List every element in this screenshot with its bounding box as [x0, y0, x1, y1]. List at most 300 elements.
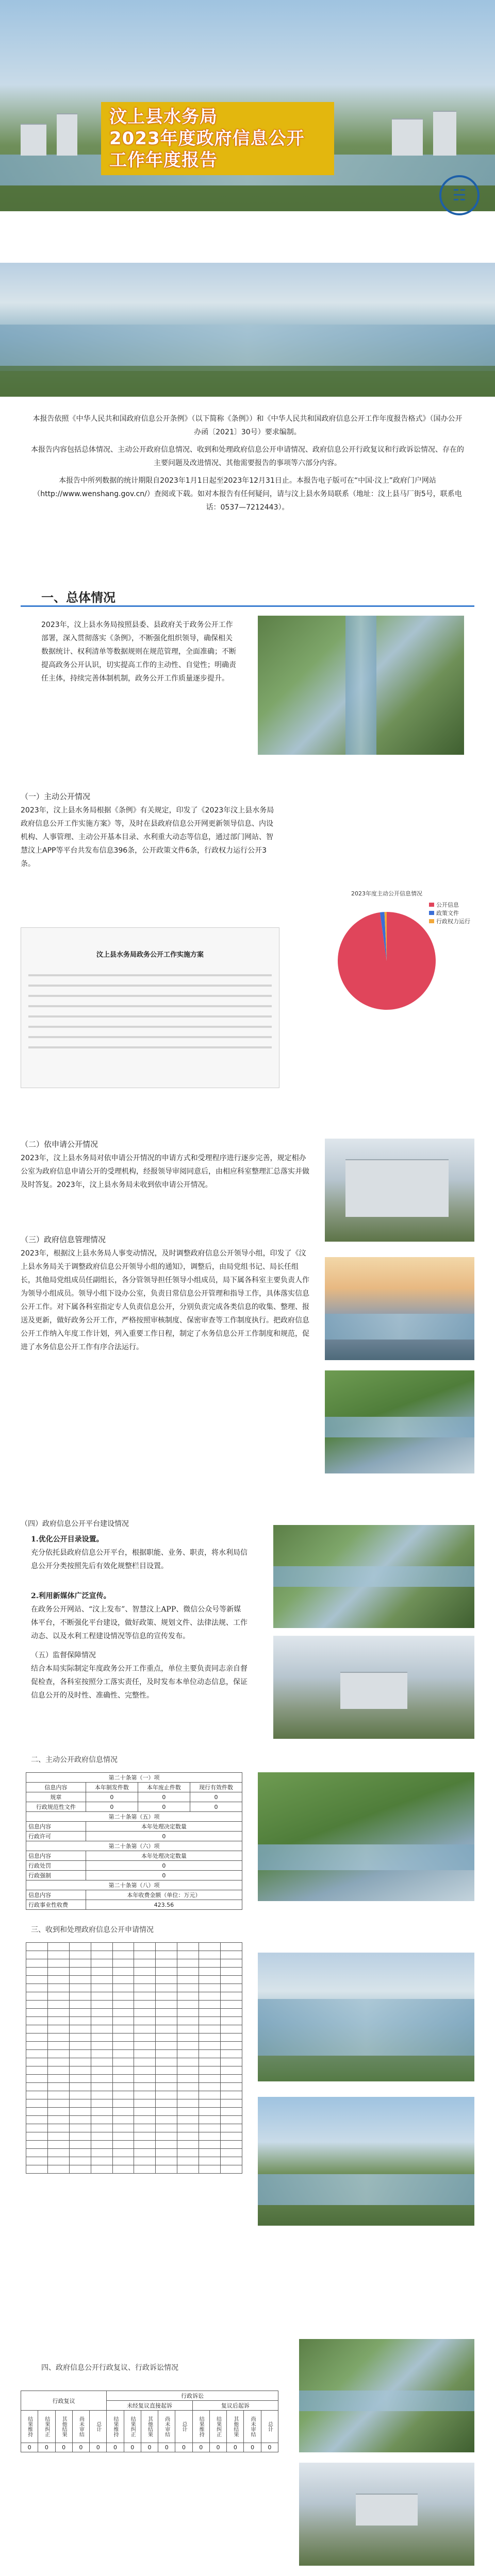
table-cell	[26, 1943, 48, 1951]
table-row	[26, 1861, 242, 1871]
table-cell	[112, 2058, 134, 2066]
table-cell	[134, 2042, 156, 2050]
table-row	[26, 1951, 242, 1959]
table-cell	[156, 2058, 177, 2066]
table-cell: 0	[209, 2443, 226, 2452]
platform-title: （四）政府信息公开平台建设情况	[21, 1520, 129, 1528]
table-cell	[177, 2001, 199, 2009]
table-row	[26, 1880, 242, 1890]
table-cell	[221, 2124, 242, 2132]
table-cell	[112, 2050, 134, 2058]
table-cell	[26, 2091, 48, 2099]
table-cell	[199, 2165, 221, 2174]
table-cell	[112, 2017, 134, 2025]
table-row	[26, 2099, 242, 2108]
table-cell	[156, 2042, 177, 2050]
pie-legend-swatch-2	[429, 911, 434, 915]
table-cell	[91, 2149, 112, 2157]
table-cell	[26, 2165, 48, 2174]
table-cell	[112, 2149, 134, 2157]
table-cell	[134, 1959, 156, 1968]
table-row	[26, 1792, 242, 1802]
platform-p1-label: 1.优化公开目录设置。	[31, 1535, 104, 1544]
table-cell: 行政强制	[26, 1871, 86, 1880]
water-bureau-logo-icon: ☵	[439, 175, 480, 215]
table-cell	[221, 2108, 242, 2116]
table-cell	[134, 2149, 156, 2157]
table-row	[26, 2157, 242, 2165]
table-row	[26, 1812, 242, 1822]
table-cell	[177, 2025, 199, 2033]
table-header-cell: 结果纠正	[124, 2411, 141, 2443]
table-header-cell: 其他结果	[55, 2411, 72, 2443]
table-cell	[26, 2025, 48, 2033]
table-cell	[47, 2141, 69, 2149]
table-cell	[177, 2050, 199, 2058]
table-cell: 信息内容	[26, 1890, 86, 1900]
table-cell: 0	[86, 1861, 242, 1871]
table-cell	[69, 2033, 91, 2042]
table-cell: 0	[86, 1802, 138, 1812]
table-cell	[26, 2058, 48, 2066]
table-cell	[91, 2099, 112, 2108]
table-cell	[91, 2075, 112, 2083]
table-cell	[26, 2083, 48, 2091]
table-cell	[134, 2124, 156, 2132]
riverbank-sunset-photo	[325, 1257, 474, 1360]
sub3-title: （三）政府信息管理情况	[21, 1235, 106, 1244]
table-header-cell: 尚未审结	[244, 2411, 261, 2443]
proactive-disclosure-table	[26, 1772, 242, 1910]
table-cell	[177, 2108, 199, 2116]
table-row	[26, 1976, 242, 1984]
table-header-cell: 总计	[261, 2411, 278, 2443]
table-cell	[199, 1976, 221, 1984]
table-cell	[47, 2132, 69, 2141]
table-cell	[47, 1959, 69, 1968]
sub1-paragraph: 2023年，汶上县水务局根据《条例》有关规定，印发了《2023年汶上县水务局政府信息公开工作实施方案》等，及时在县政府信息公开网更新领导信息、内设机构、人事管理、主动公开基本目录、水利重大动态等信息，通过部门网站、智慧汶上APP等平台共发布信息396条，公开政策文件6条，行政权力运行公开3条。	[21, 806, 274, 868]
table-cell	[47, 2042, 69, 2050]
table-cell	[177, 2165, 199, 2174]
table-cell	[134, 2017, 156, 2025]
table-row	[26, 1822, 242, 1832]
table-cell	[91, 2132, 112, 2141]
table-header-cell: 总计	[175, 2411, 192, 2443]
table-cell	[177, 2141, 199, 2149]
table-cell	[91, 1992, 112, 2001]
table-row	[26, 2132, 242, 2141]
table-cell	[199, 2066, 221, 2075]
intro-paragraph-1: 本报告依照《中华人民共和国政府信息公开条例》（以下简称《条例》）和《中华人民共和国政府信息公开工作年度报告格式》（国办公开办函〔2021〕30号）要求编制。	[32, 415, 463, 436]
title-line-3: 工作年度报告	[109, 150, 218, 171]
table-cell: 0	[261, 2443, 278, 2452]
table-cell	[177, 2033, 199, 2042]
table-cell	[69, 2042, 91, 2050]
table-cell	[91, 2025, 112, 2033]
table-cell	[221, 1968, 242, 1976]
table-cell	[199, 1959, 221, 1968]
table-cell	[112, 1992, 134, 2001]
table-cell	[69, 2075, 91, 2083]
report-title	[101, 102, 334, 175]
table-row	[26, 1851, 242, 1861]
table-cell	[26, 2017, 48, 2025]
table-row	[26, 1773, 242, 1783]
table-cell	[112, 2025, 134, 2033]
table-cell	[156, 2157, 177, 2165]
table-cell	[134, 2091, 156, 2099]
table-cell	[47, 1992, 69, 2001]
sub2-title: （二）依申请公开情况	[21, 1140, 98, 1149]
canal-aerial-photo	[258, 616, 464, 755]
table-cell	[112, 1968, 134, 1976]
table-cell	[47, 2157, 69, 2165]
table-cell	[156, 2124, 177, 2132]
table-cell	[26, 2066, 48, 2075]
table-cell	[199, 2009, 221, 2017]
table-cell	[26, 2099, 48, 2108]
table-cell	[156, 1959, 177, 1968]
table-cell	[69, 2099, 91, 2108]
table-cell	[221, 2042, 242, 2050]
river-greenbelt-photo	[258, 1772, 474, 1901]
table-header-cell: 结果维持	[192, 2411, 209, 2443]
table-cell	[221, 2165, 242, 2174]
table-row	[26, 2042, 242, 2050]
intro-paragraph-2: 本报告内容包括总体情况、主动公开政府信息情况、收到和处理政府信息公开申请情况、政府信息公开行政复议和行政诉讼情况、存在的主要问题及改进情况、其他需要报告的事项等六部分内容。	[31, 446, 464, 467]
table-cell	[91, 2108, 112, 2116]
table-cell: 0	[190, 1792, 242, 1802]
table-header-cell: 其他结果	[227, 2411, 244, 2443]
table-cell	[221, 2157, 242, 2165]
table-cell	[199, 2050, 221, 2058]
table-cell	[134, 2108, 156, 2116]
table-cell	[221, 2141, 242, 2149]
table-row	[26, 1802, 242, 1812]
table-header-cell: 行政诉讼	[107, 2391, 278, 2401]
table-cell	[177, 2091, 199, 2099]
table-cell	[47, 1984, 69, 1992]
table-cell	[221, 1976, 242, 1984]
table-cell	[69, 1951, 91, 1959]
table-row	[26, 2091, 242, 2099]
table-cell	[199, 2058, 221, 2066]
table-cell: 行政规范性文件	[26, 1802, 86, 1812]
table-cell	[47, 2033, 69, 2042]
table-cell	[177, 2132, 199, 2141]
table-cell	[112, 2108, 134, 2116]
table-cell	[199, 2091, 221, 2099]
table-cell	[47, 2108, 69, 2116]
review-litigation-table	[21, 2391, 278, 2452]
table-cell	[199, 1968, 221, 1976]
table-cell	[26, 1959, 48, 1968]
table-cell	[91, 2042, 112, 2050]
table-cell	[156, 2116, 177, 2124]
table-cell	[221, 2132, 242, 2141]
table-row	[26, 2083, 242, 2091]
table-cell	[177, 2075, 199, 2083]
table-cell	[177, 2058, 199, 2066]
table-cell	[199, 2083, 221, 2091]
table-row	[26, 2058, 242, 2066]
table-header-cell: 行政复议	[21, 2391, 107, 2411]
table-row	[26, 2066, 242, 2075]
table-header-cell: 结果纠正	[209, 2411, 226, 2443]
table-cell	[199, 2099, 221, 2108]
table-cell	[69, 2083, 91, 2091]
table-cell	[112, 2132, 134, 2141]
table-cell	[47, 1951, 69, 1959]
table-cell: 0	[72, 2443, 89, 2452]
table-row	[26, 2017, 242, 2025]
table-cell	[221, 2025, 242, 2033]
table-cell	[134, 2058, 156, 2066]
table-cell	[221, 2058, 242, 2066]
table-row	[26, 1871, 242, 1880]
platform-p1: 充分依托县政府信息公开平台，根据职能、业务、职责，将水利局信息公开分类按照先后有效化规整栏目设置。	[31, 1549, 248, 1570]
table-cell	[156, 2075, 177, 2083]
table-cell	[221, 2033, 242, 2042]
table-row	[26, 2141, 242, 2149]
table-cell	[112, 2001, 134, 2009]
table-cell: 第二十条第（一）项	[26, 1773, 242, 1783]
table-cell	[177, 2149, 199, 2157]
table-cell	[112, 2165, 134, 2174]
pie-legend-swatch-1	[429, 903, 434, 907]
table-cell	[69, 1976, 91, 1984]
table-cell	[47, 2001, 69, 2009]
table-cell	[134, 2132, 156, 2141]
table-cell	[26, 2108, 48, 2116]
table-cell	[26, 1992, 48, 2001]
table-header-cell: 复议后起诉	[192, 2401, 278, 2411]
table-cell: 信息内容	[26, 1851, 86, 1861]
table-cell: 本年废止件数	[138, 1783, 190, 1792]
table-cell	[221, 2066, 242, 2075]
sub2-paragraph: 2023年，汶上县水务局对依申请公开情况的申请方式和受理程序进行逐步完善，规定相办公室为政府信息申请公开的受理机构，经报领导审阅同意后，由相应科室整理汇总落实并做及时答复。2023年，汶上县水务局未收到依申请公开情况。	[21, 1154, 309, 1189]
table-cell	[91, 2091, 112, 2099]
table-cell	[156, 2108, 177, 2116]
table-header-cell: 未经复议直接起诉	[107, 2401, 192, 2411]
table-cell	[199, 1992, 221, 2001]
table-cell: 本年制发件数	[86, 1783, 138, 1792]
title-line-1: 汶上县水务局	[109, 107, 218, 127]
table-cell	[47, 2017, 69, 2025]
table-cell	[156, 2091, 177, 2099]
table-cell	[156, 1992, 177, 2001]
table-row	[21, 2391, 278, 2401]
table-cell: 行政事业性收费	[26, 1900, 86, 1910]
table-cell	[134, 2001, 156, 2009]
table-cell	[221, 2149, 242, 2157]
table-cell	[221, 2001, 242, 2009]
table-cell	[199, 2001, 221, 2009]
table-cell	[47, 1943, 69, 1951]
table-cell: 本年处理决定数量	[86, 1851, 242, 1861]
table-cell	[134, 1984, 156, 1992]
table-cell: 第二十条第（八）项	[26, 1880, 242, 1890]
table-cell	[221, 2091, 242, 2099]
table-cell: 0	[55, 2443, 72, 2452]
table-cell: 0	[90, 2443, 107, 2452]
table-cell: 第二十条第（六）项	[26, 1841, 242, 1851]
table-cell	[177, 1992, 199, 2001]
table-cell	[47, 2066, 69, 2075]
pie-legend-swatch-3	[429, 919, 434, 923]
table-cell	[47, 2009, 69, 2017]
table-cell	[112, 2009, 134, 2017]
table-cell	[26, 1984, 48, 1992]
pie-legend-label-1: 公开信息	[436, 902, 459, 908]
table-cell	[221, 2017, 242, 2025]
table-cell	[156, 2149, 177, 2157]
table-cell	[199, 2157, 221, 2165]
section-1-title: 一、总体情况	[41, 590, 116, 605]
table-cell	[156, 1968, 177, 1976]
table-cell	[221, 1959, 242, 1968]
platform-p3: 结合本局实际制定年度政务公开工作重点，单位主要负责同志亲自督促检查，各科室按照分工落实责任，及时发布本单位动态信息，保证信息公开的及时性、准确性、完整性。	[31, 1665, 248, 1700]
table-cell	[112, 2083, 134, 2091]
table-cell	[134, 1968, 156, 1976]
sluice-gate-photo	[325, 1139, 474, 1242]
table-cell	[112, 1943, 134, 1951]
table-cell: 0	[227, 2443, 244, 2452]
table-cell	[69, 2124, 91, 2132]
table-cell: 本年收费金额（单位：万元）	[86, 1890, 242, 1900]
table-cell	[69, 2132, 91, 2141]
table-row	[26, 1984, 242, 1992]
table-cell	[91, 2083, 112, 2091]
table-row	[26, 2033, 242, 2042]
table-row	[21, 2443, 278, 2452]
table-row	[26, 2075, 242, 2083]
table-cell	[221, 2009, 242, 2017]
table-cell	[47, 1976, 69, 1984]
table-cell	[112, 1959, 134, 1968]
table-cell	[69, 2091, 91, 2099]
table-cell: 423.56	[86, 1900, 242, 1910]
table-row	[26, 2025, 242, 2033]
pie-legend-label-3: 行政权力运行	[436, 918, 470, 925]
application-handling-table	[26, 1942, 242, 2174]
table-cell	[134, 2033, 156, 2042]
table-cell	[156, 2141, 177, 2149]
table-cell	[156, 2083, 177, 2091]
table-cell: 0	[138, 1792, 190, 1802]
table-row	[26, 2116, 242, 2124]
water-project-photo-2	[299, 2463, 474, 2566]
table-cell	[177, 1984, 199, 1992]
table-cell: 0	[124, 2443, 141, 2452]
table-cell	[91, 2116, 112, 2124]
table-cell	[91, 2009, 112, 2017]
table-cell	[156, 1984, 177, 1992]
section-3-title: 三、收到和处理政府信息公开申请情况	[31, 1926, 154, 1934]
table-cell	[156, 1976, 177, 1984]
table-row	[26, 1900, 242, 1910]
document-thumbnail-title: 汶上县水务局政务公开工作实施方案	[96, 951, 204, 959]
table-cell	[112, 2099, 134, 2108]
table-cell	[221, 1943, 242, 1951]
table-cell	[177, 2009, 199, 2017]
table-cell: 0	[38, 2443, 55, 2452]
table-cell	[26, 2132, 48, 2141]
table-cell	[221, 2050, 242, 2058]
table-cell	[134, 2083, 156, 2091]
pie-slices	[338, 912, 436, 1010]
table-cell	[112, 1976, 134, 1984]
table-row	[26, 2165, 242, 2174]
table-cell	[26, 1968, 48, 1976]
table-cell	[26, 2001, 48, 2009]
table-cell	[91, 1976, 112, 1984]
table-cell	[177, 1943, 199, 1951]
table-cell	[47, 2025, 69, 2033]
table-row	[21, 2411, 278, 2443]
table-cell	[199, 2108, 221, 2116]
table-cell	[26, 1976, 48, 1984]
table-cell	[91, 2017, 112, 2025]
table-cell	[91, 2058, 112, 2066]
table-cell	[221, 1984, 242, 1992]
table-cell: 0	[21, 2443, 38, 2452]
table-cell	[91, 2001, 112, 2009]
table-cell	[69, 2141, 91, 2149]
table-header-cell: 其他结果	[141, 2411, 158, 2443]
table-cell	[134, 2025, 156, 2033]
table-cell	[26, 2116, 48, 2124]
table-cell: 信息内容	[26, 1822, 86, 1832]
table-row	[26, 2001, 242, 2009]
section-1-divider	[21, 605, 474, 607]
table-cell	[134, 2066, 156, 2075]
table-cell	[156, 2001, 177, 2009]
table-cell: 0	[86, 1792, 138, 1802]
table-cell: 规章	[26, 1792, 86, 1802]
table-cell	[156, 2050, 177, 2058]
table-cell	[199, 2075, 221, 2083]
table-cell	[221, 1951, 242, 1959]
table-cell	[69, 1959, 91, 1968]
table-cell	[177, 1951, 199, 1959]
table-cell	[199, 1984, 221, 1992]
table-row	[26, 1841, 242, 1851]
table-cell	[199, 2132, 221, 2141]
table-cell	[177, 1976, 199, 1984]
table-cell	[199, 2124, 221, 2132]
table-cell	[26, 2124, 48, 2132]
table-cell: 0	[244, 2443, 261, 2452]
table-cell: 0	[158, 2443, 175, 2452]
table-row	[26, 1783, 242, 1792]
pie-chart-title: 2023年度主动公开信息情况	[351, 890, 422, 897]
table-cell	[177, 2099, 199, 2108]
table-cell	[47, 2050, 69, 2058]
table-cell	[134, 2075, 156, 2083]
table-cell	[69, 1943, 91, 1951]
table-cell	[221, 2083, 242, 2091]
table-cell	[69, 2017, 91, 2025]
table-header-cell: 结果纠正	[38, 2411, 55, 2443]
table-cell	[47, 1968, 69, 1976]
table-header-cell: 尚未审结	[158, 2411, 175, 2443]
table-cell	[91, 2124, 112, 2132]
sub3-paragraph: 2023年，根据汶上县水务局人事变动情况，及时调整政府信息公开领导小组，印发了《汶上县水务局关于调整政府信息公开领导小组的通知》，调整后，由局党组书记、局长任组长，其他局党组成员任副组长，各分管领导担任领导小组成员，局下属各科室主要负责人作为领导小组成员。领导小组下设办公室，负责日常信息公开管理和指导工作，具体落实信息公开工作。对下属各科室指定专人负责信息公开，分别负责完成各类信息的收集、整理、报送及更新，做好政务公开工作，严格按照审核制度、保密审查等工作制度执行。把政府信息公开工作纳入年度工作计划，列入重要工作日程，制定了水务信息公开工作制度和规范，促进了水务信息公开工作有序合法运行。	[21, 1249, 309, 1351]
table-cell: 0	[175, 2443, 192, 2452]
table-cell	[47, 2058, 69, 2066]
table-header-cell: 结果维持	[21, 2411, 38, 2443]
